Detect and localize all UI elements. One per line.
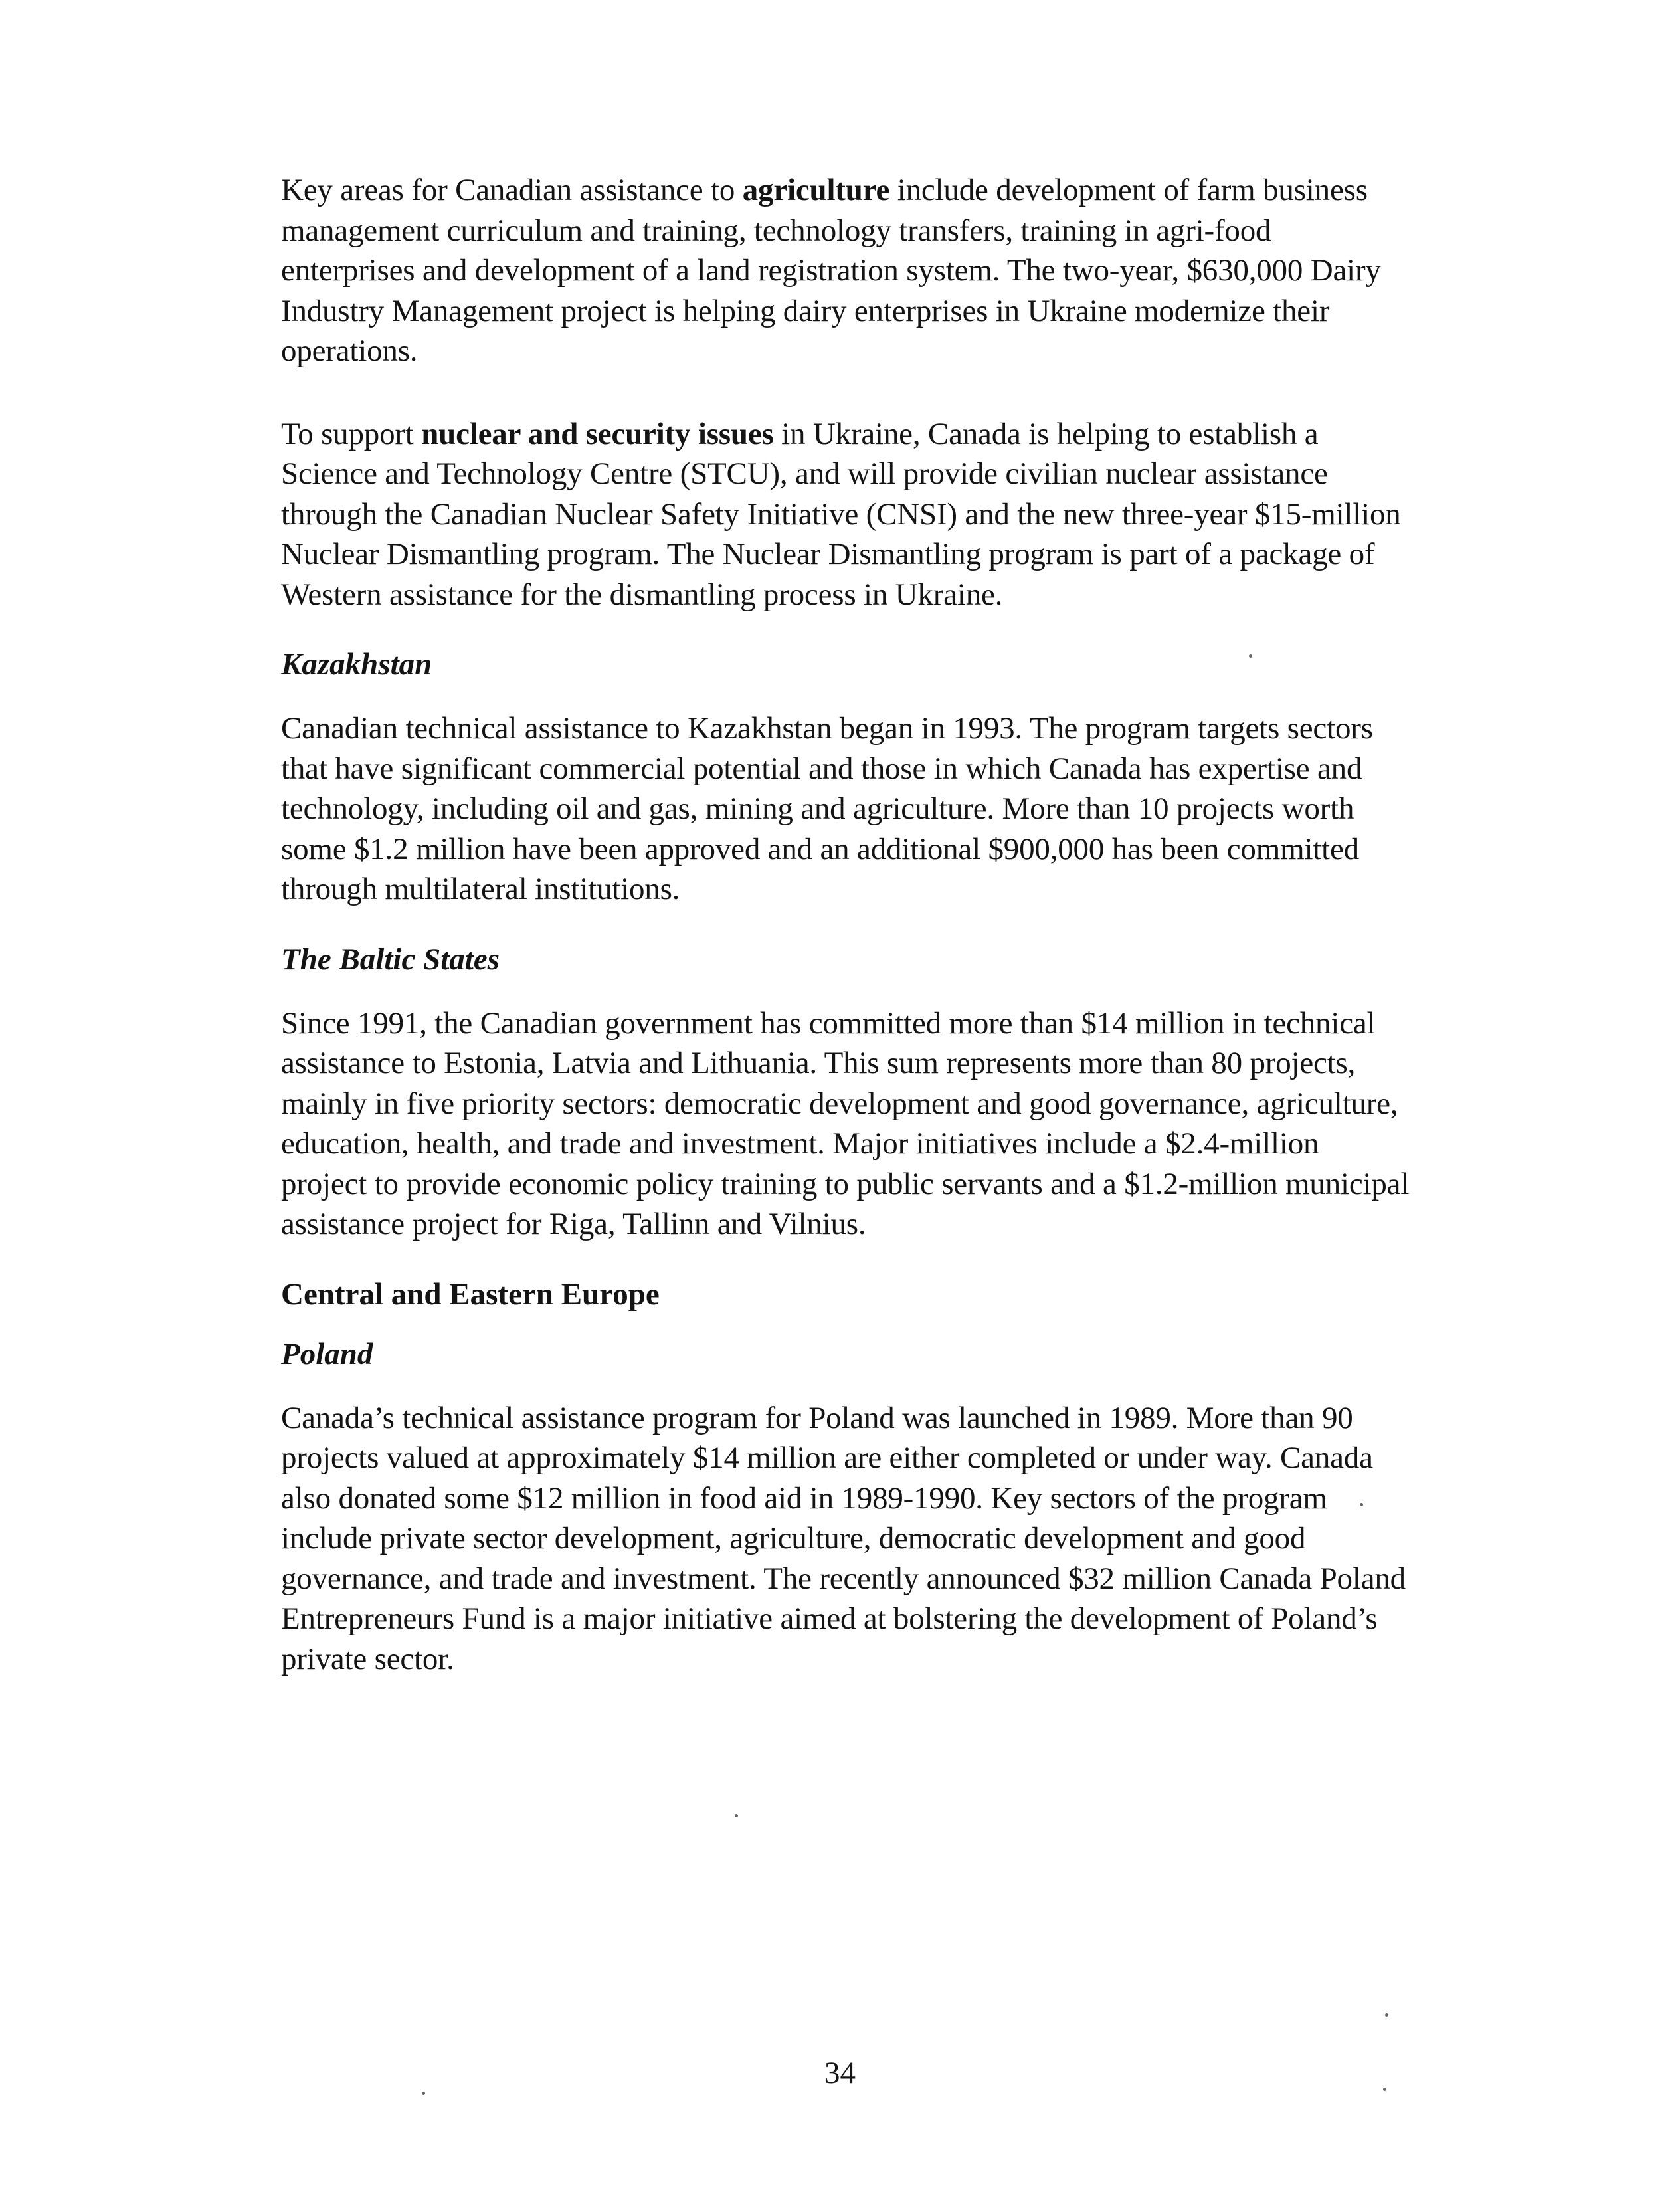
scan-speck [1385,2013,1388,2017]
spacer [281,979,1410,1003]
heading-kazakhstan: Kazakhstan [281,647,432,682]
heading-baltic-states: The Baltic States [281,942,500,977]
spacer [281,910,1410,940]
spacer [281,1245,1410,1274]
paragraph-poland: Canada’s technical assistance program for Poland was launched in 1989. More than 90 projects valued at approximately $14 million are either completed or under way. Canada also donated some $12 million in food aid in 1989-1990. Key sectors of the program include private sector development, agriculture, democratic development and good governance, and trade and investment. The recently announced $32 million Canada Poland Entrepreneurs Fund is a major initiative aimed at bolstering the development of Poland’s private sector. [281,1400,1406,1676]
paragraph-agriculture-lead: Key areas for Canadian assistance to [281,173,743,207]
scan-speck [422,2092,425,2095]
paragraph-agriculture [281,170,1410,371]
keyword-agriculture: agriculture [742,173,890,207]
heading-central-eastern-europe: Central and Eastern Europe [281,1276,660,1312]
spacer [281,371,1410,414]
paragraph-agriculture-rest: include development of farm business management curriculum and training, technology transfers, training in agri-food enterprises and development of a land registration system. The two-year, $630,000 Dairy Industry Management project is helping dairy enterprises in Ukraine modernize their operations. [281,173,1381,368]
paragraph-nuclear [281,414,1410,615]
scan-speck [1249,654,1252,658]
spacer [281,1314,1410,1334]
paragraph-kazakhstan: Canadian technical assistance to Kazakhstan began in 1993. The program targets sectors that have significant commercial potential and those in which Canada has expertise and technology, including oil and gas, mining and agriculture. More than 10 projects worth some $1.2 million have been approved and an additional $900,000 has been committed through multilateral institutions. [281,711,1373,906]
spacer [281,1374,1410,1398]
scan-speck [1360,1503,1363,1506]
spacer [281,615,1410,645]
scan-speck [735,1814,738,1817]
scan-speck [1383,2088,1386,2091]
page-body [281,170,1410,1679]
page-number: 34 [824,2056,856,2090]
keyword-nuclear-security: nuclear and security issues [421,416,774,451]
paragraph-nuclear-lead: To support [281,416,422,451]
spacer [281,684,1410,708]
paragraph-baltic-states: Since 1991, the Canadian government has committed more than $14 million in technical assistance to Estonia, Latvia and Lithuania. This sum represents more than 80 projects, mainly in five priority sectors: democratic development and good governance, agriculture, education, health, and trade and investment. Major initiatives include a $2.4-million project to provide economic policy training to public servants and a $1.2-million municipal assistance project for Riga, Tallinn and Vilnius. [281,1005,1410,1241]
paragraph-nuclear-rest: in Ukraine, Canada is helping to establish a Science and Technology Centre (STCU), and will provide civilian nuclear assistance through the Canadian Nuclear Safety Initiative (CNSI) and the new three-year $15-million Nuclear Dismantling program. The Nuclear Dismantling program is part of a package of Western assistance for the dismantling process in Ukraine. [281,416,1401,612]
heading-poland: Poland [281,1336,373,1371]
